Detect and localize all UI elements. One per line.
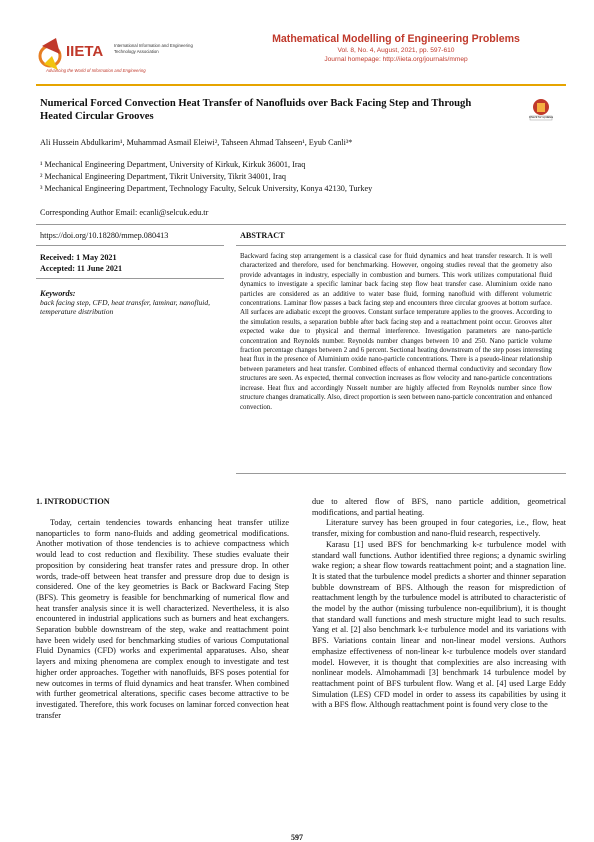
header-rule (36, 84, 566, 86)
journal-homepage-link[interactable]: Journal homepage: http://iieta.org/journals/mmep (324, 56, 468, 63)
affiliation-1: ¹ Mechanical Engineering Department, University of Kirkuk, Kirkuk 36001, Iraq (40, 160, 306, 169)
keywords-list: back facing step, CFD, heat transfer, laminar, nanofluid, temperature distribution (40, 298, 210, 316)
corresponding-author: Corresponding Author Email: ecanli@selcuk.edu.tr (40, 208, 209, 217)
crossmark-badge[interactable] (528, 98, 554, 122)
divider (236, 473, 566, 474)
paragraph: Karasu [1] used BFS for benchmarking k-ε turbulence model with standard wall functions. Author identified three regions; a dynamic swirling wake region; a shear flow towards reattachment point; and a stagnation line. It is stated that the turbulence model predicts a shorter and thinner separation bubble downstream of BFS. Although the reason for misprediction of reattachment length by the turbulence model is attributed to characteristic of the model by the author (missing turbulence non-equilibrium), it is thought that standard wall functions and mesh structure might lead to such results. Yang et al. [2] also benchmark k-ε turbulence model and its variations with BFS. Variations contain linear and non-linear model versions. Authors emphasize effectiveness of non-linear k-ε turbulence models over standard model. However, it is thought that complexities are also increasing with nonlinear models. Almohammadi [3] benchmark 14 turbulence model by reattachment point of BFS turbulent flow. Wang et al. [4] used Large Eddy Simulation (LES) CFD model in order to assess its capabilities by using it with a BFS flow. Although reattachment point is found very close to the (312, 539, 566, 710)
logo-text: IIETA (66, 43, 104, 60)
affiliation-3: ³ Mechanical Engineering Department, Technology Faculty, Selcuk University, Konya 42130, Turkey (40, 184, 373, 193)
abstract-heading: ABSTRACT (240, 231, 285, 240)
paragraph: Literature survey has been grouped in four categories, i.e., flow, heat transfer, mixing for combustion and nano-fluid research, respectively. (312, 518, 566, 539)
journal-header (226, 33, 566, 63)
divider (36, 245, 224, 246)
logo-tagline: Advancing the World of Information and Engineering (46, 68, 146, 73)
doi-link[interactable]: https://doi.org/10.18280/mmep.080413 (40, 231, 169, 240)
logo-org: International Information and Engineering Technology Association (114, 43, 193, 54)
iieta-logo (36, 34, 196, 80)
divider (236, 245, 566, 246)
paragraph: Today, certain tendencies towards enhancing heat transfer utilize nanoparticles to form nano-fluids and adding geometrical modifications. Another motivation of those tendencies is to achieve compactness which would lead to cost reduction and flexibility. These studies evaluate their proposition by considering heat transfer rates and pressure drop. In other words, trade-off between heat transfer and pressure drop due to design is considered. One of the key geometries is Back or Backward Facing Step (BFS). This geometry is feasible for benchmarking of numerical flow and heat transfer analysis since it is well characterized. Nevertheless, it is also encountered in industrial applications such as burners and heat exchangers. Separation bubble downstream of the step, wake and reattachment point have been widely used for benchmarking studies of various Computational Fluid Dynamics (CFD) works and experimental apparatuses. Also, shear layers and mixing phenomena are complex enough to investigate and test higher order approaches. Together with nanofluids, BFS poses potential for new outcomes in terms of fluid dynamics and heat transfer. When combined with further geometrical alterations, specific cases become attractive to be investigated. Therefore, this work focuses on laminar forced convection heat transfer (36, 518, 289, 720)
divider (36, 224, 566, 225)
paragraph: due to altered flow of BFS, nano particle addition, geometrical modifications, and partial heating. (312, 497, 566, 517)
keywords-label: Keywords: (40, 289, 76, 298)
journal-volume: Vol. 8, No. 4, August, 2021, pp. 597-610 (337, 47, 455, 54)
author-list: Ali Hussein Abdulkarim¹, Muhammad Asmail Eleiwi², Tahseen Ahmad Tahseen¹, Eyub Canli³* (40, 138, 353, 147)
affiliation-2: ² Mechanical Engineering Department, Tikrit University, Tikrit 34001, Iraq (40, 172, 286, 181)
iieta-logo-icon (36, 34, 196, 80)
journal-name: Mathematical Modelling of Engineering Problems (272, 33, 520, 45)
left-column (36, 518, 289, 721)
paper-title: Numerical Forced Convection Heat Transfer of Nanofluids over Back Facing Step and Through Heated Circular Grooves (40, 98, 472, 122)
section-heading: 1. INTRODUCTION (36, 497, 110, 506)
received-date: Received: 1 May 2021 (40, 253, 117, 262)
page-number: 597 (291, 833, 303, 842)
abstract-text: Backward facing step arrangement is a classical case for fluid dynamics and heat transfer research. It is well characterized and therefore, used for benchmarking. However, ongoing studies reveal that the geometry also provide advantages in industry, especially in combustion and burners. This work utilizes computational fluid dynamics to investigate a specific laminar back facing step flow heat transfer case. Aluminium oxide nano particles are considered as an additive to water base fluid, forming nanofluid with different volumetric concentrations. Laminar flow passes a back facing step and encounters three circular grooves at bottom surface. All surfaces are adiabatic except the grooves. Constant surface temperature applies to the grooves. According to the simulation results, a separation bubble after back facing step and a reattachment point occur. Grooves alter expected wake due to physical and thermal interference. Investigation parameters are nano-particle concentration and Reynolds number. Reynolds number changes between 10 and 250. Nano particle volume fraction percentage changes between 2 and 6 percent. Sectional heating downstream of the step poses interesting heat flux in the presence of Aluminium oxide nano-particle concentrations. There is a pseudo-linear relationship between parameters and heat transfer. Combined effects of enhanced thermal conductivity and secondary flow structures are seen. As expected, thermal convection increases as flow velocity and nano-particle concentrations increase. Heat flux and accordingly Nusselt number are highly affected from Reynolds number since flow structure changes dramatically. Also, direct proportion is seen between nano-particle concentration and enhanced convection. (240, 253, 552, 411)
right-column (312, 497, 566, 711)
divider (36, 278, 224, 279)
accepted-date: Accepted: 11 June 2021 (40, 264, 123, 273)
crossmark-label: Check for updates (528, 115, 554, 119)
